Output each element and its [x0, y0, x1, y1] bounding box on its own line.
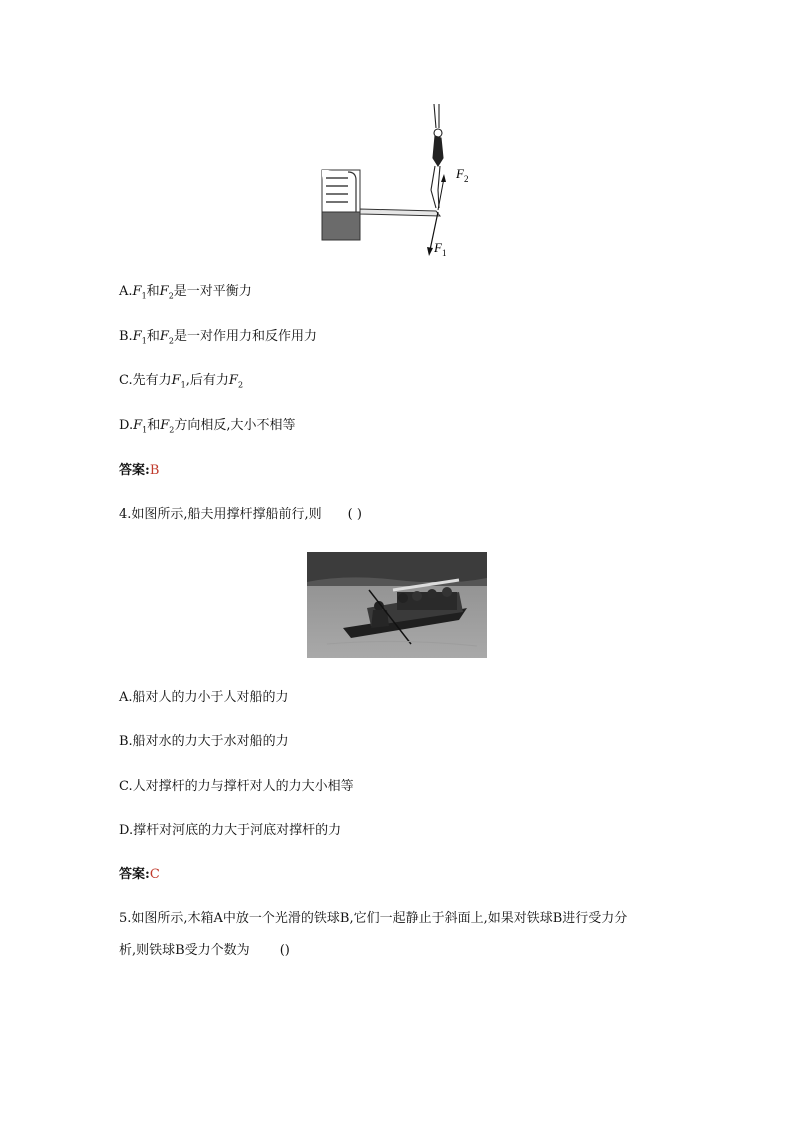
q4-answer [119, 867, 160, 883]
answer-label: 答案: [119, 463, 150, 478]
q4-option-c: C.人对撑杆的力与撑杆对人的力大小相等 [119, 779, 354, 794]
q4-option-d: D.撑杆对河底的力大于河底对撑杆的力 [119, 823, 342, 838]
answer-value: B [149, 463, 160, 478]
diving-board-figure [318, 100, 478, 260]
q5-stem-line2: 析,则铁球B受力个数为 () [119, 943, 290, 958]
q3-option-a: $A.F_1$和$F_2$是一对平衡力 [119, 284, 252, 301]
f2-label: F [456, 166, 464, 181]
q3-option-c: C.先有力$F_1$,后有力$F_2$ [119, 373, 244, 390]
q3-option-d: $D.F_1$和$F_2$方向相反,大小不相等 [119, 418, 296, 435]
q3-answer [119, 463, 159, 479]
answer-value: C [149, 867, 160, 882]
q4-option-a: A.船对人的力小于人对船的力 [119, 690, 289, 705]
q4-option-b: B.船对水的力大于水对船的力 [119, 734, 289, 749]
f1-label: F [434, 240, 442, 255]
answer-label: 答案: [119, 867, 150, 882]
q5-stem-line1: 5.如图所示,木箱A中放一个光滑的铁球B,它们一起静止于斜面上,如果对铁球B进行受力分 [119, 911, 628, 926]
f1-subscript: 1 [442, 248, 447, 258]
q3-option-b: $B.F_1$和$F_2$是一对作用力和反作用力 [119, 329, 317, 346]
f2-subscript: 2 [464, 174, 469, 184]
q4-stem: 4.如图所示,船夫用撑杆撑船前行,则 ( ) [119, 507, 362, 522]
boat-photo [307, 552, 487, 658]
